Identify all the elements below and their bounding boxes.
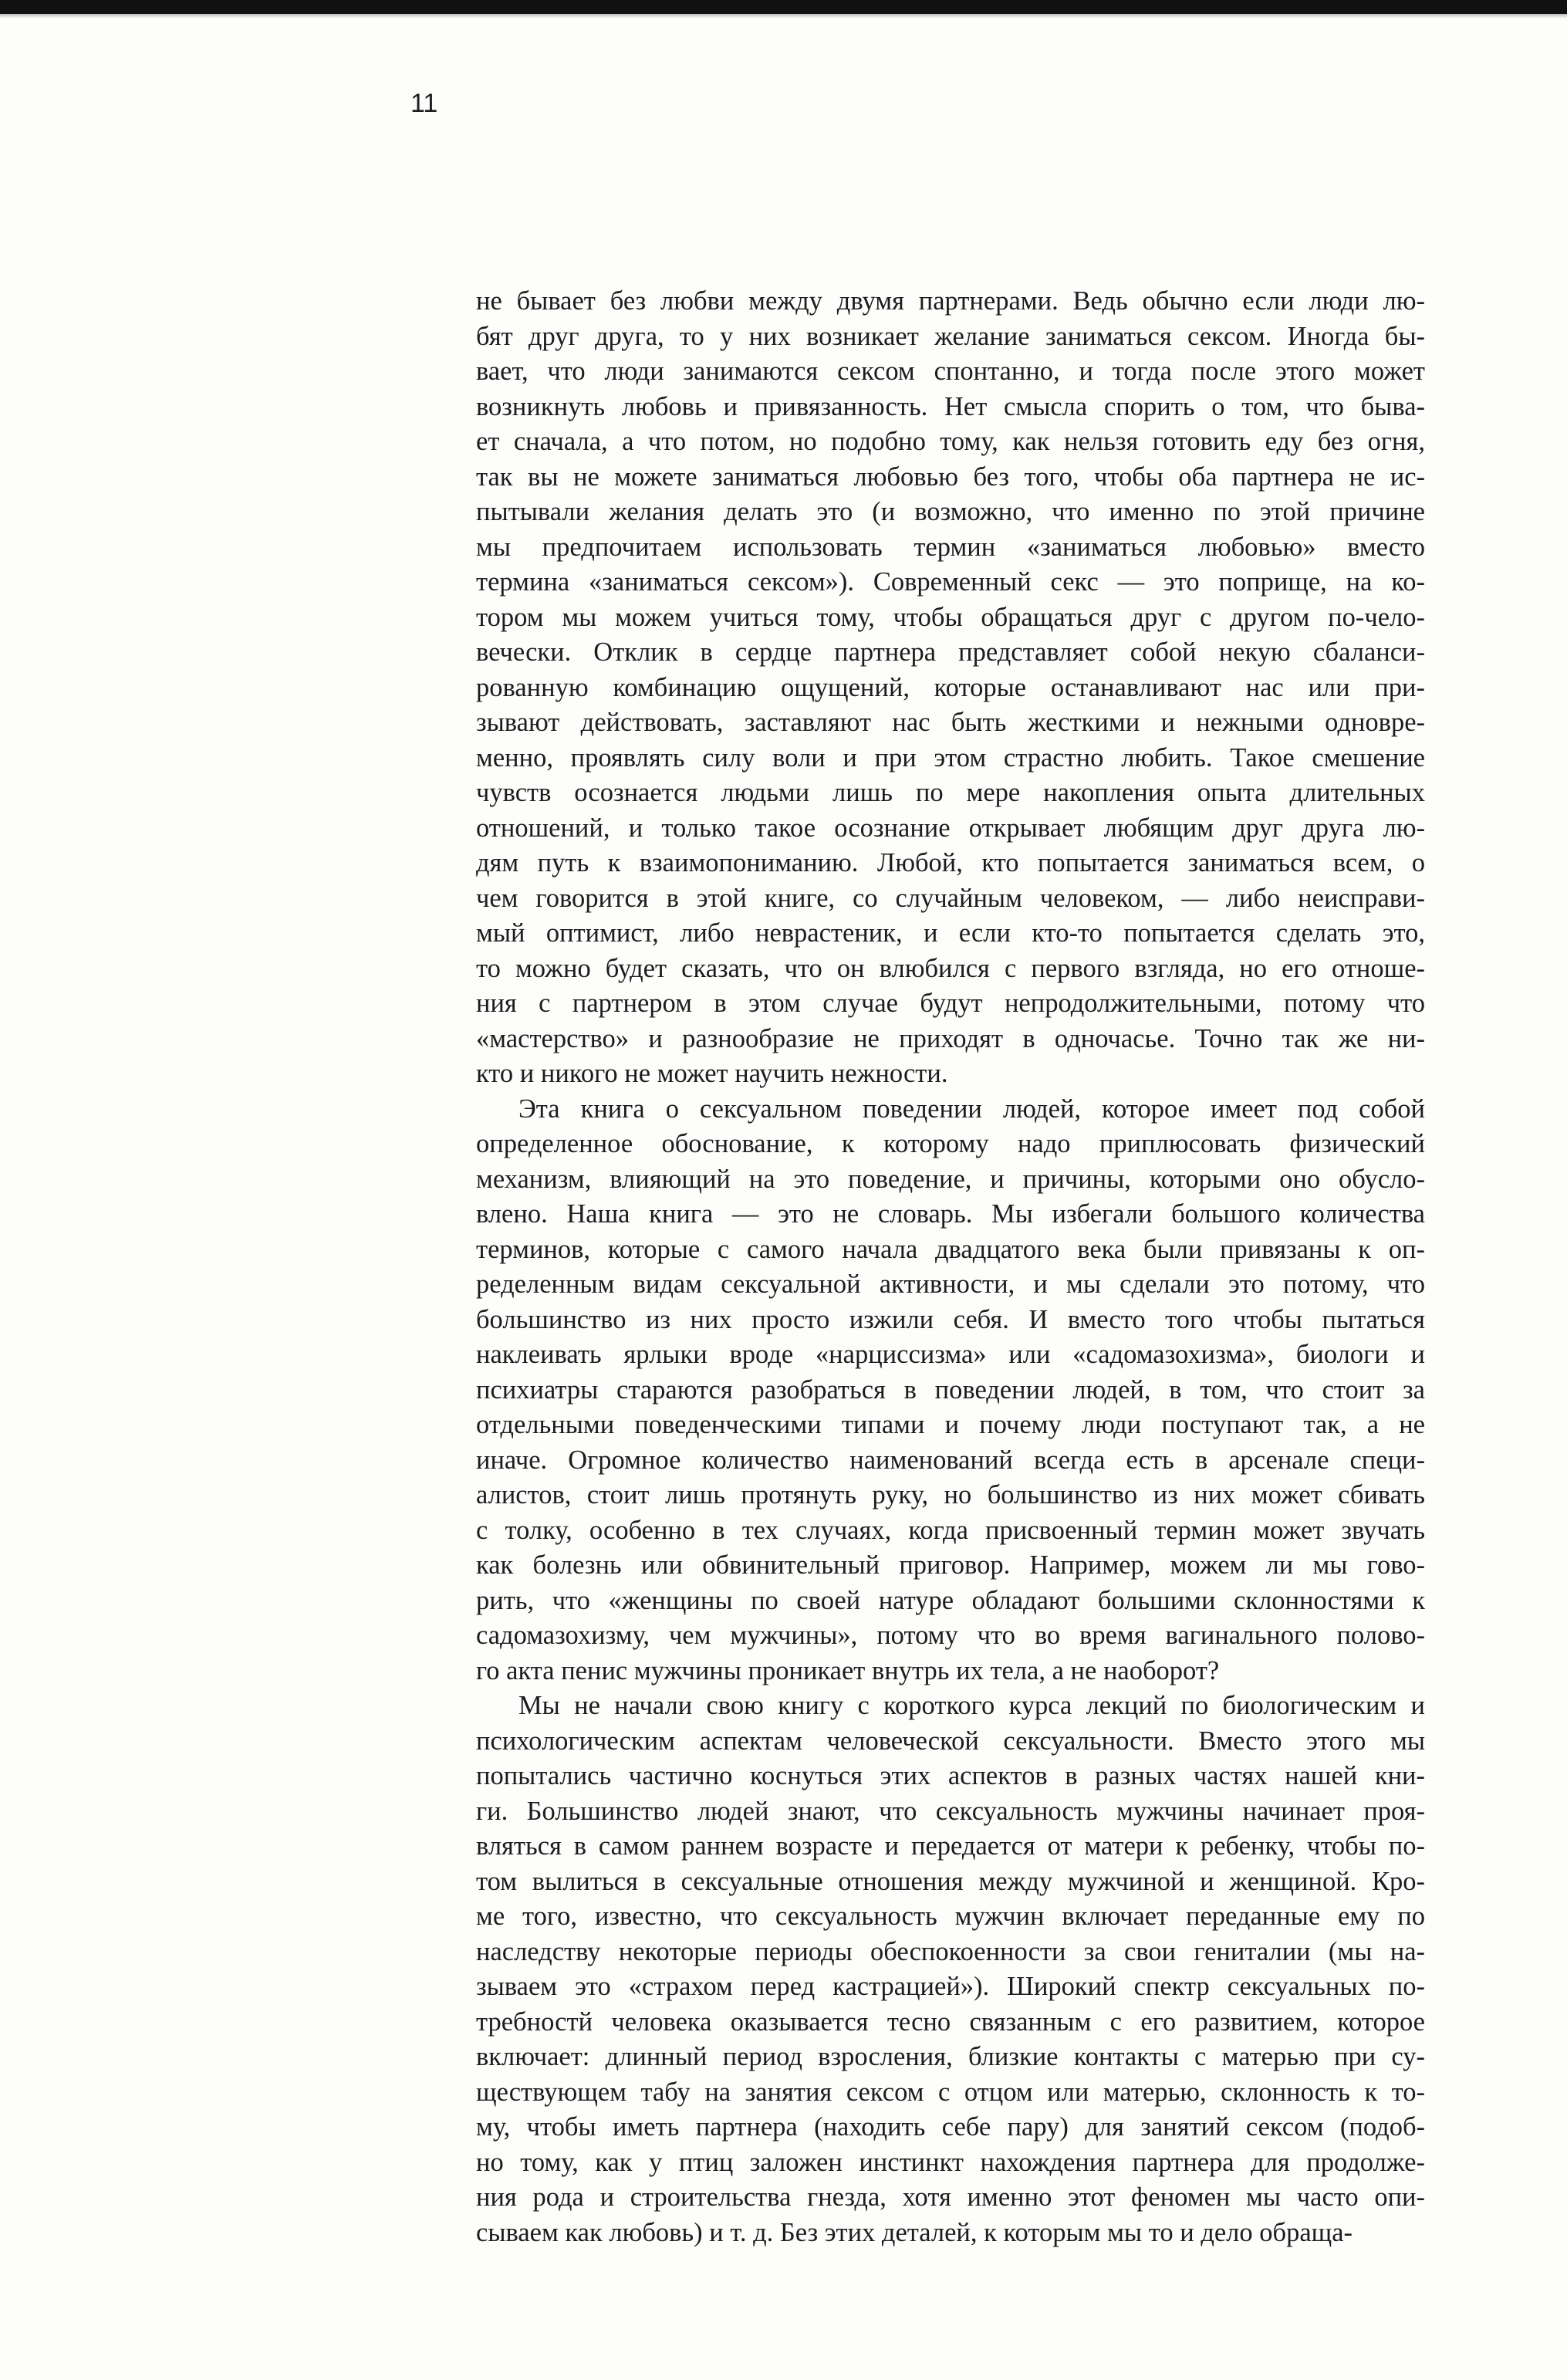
text-line: большинство из них просто изжили себя. И вместо того чтобы пытаться [476,1304,1425,1334]
text-line: Мы не начали свою книгу с короткого курса лекций по биологическим и [518,1691,1425,1720]
text-line: наследству некоторые периоды обеспокоенности за свои гениталии (мы на- [476,1936,1425,1966]
text-line: зывают действовать, заставляют нас быть жесткими и нежными одновре- [476,708,1425,737]
text-line: ния с партнером в этом случае будут непродолжительными, потому что [476,989,1425,1018]
paragraph [476,284,1425,1092]
text-line: попытались частично коснуться этих аспектов в разных частях нашей кни- [476,1761,1425,1790]
text-line: иначе. Огромное количество наименований всегда есть в арсенале специ- [476,1445,1425,1475]
text-line: механизм, влияющий на это поведение, и причины, которыми оно обусло- [476,1164,1425,1194]
text-line: требностй человека оказывается тесно связанным с его развитием, которое [476,2006,1425,2037]
text-line: кто и никого не может научить нежности. [476,1059,948,1088]
text-line: ществующем табу на занятия сексом с отцом или матерью, склонность к то- [476,2077,1425,2107]
text-line: алистов, стоит лишь протянуть руку, но большинство из них может сбивать [476,1480,1425,1509]
text-line: вает, что люди занимаются сексом спонтанно, и тогда после этого может [476,357,1425,386]
text-line: ределенным видам сексуальной активности, и мы сделали это потому, что [476,1269,1425,1299]
text-line: психологическим аспектам человеческой сексуальности. Вместо этого мы [476,1726,1425,1756]
paragraph [476,1689,1425,2250]
text-line: определенное обоснование, к которому надо приплюсовать физический [476,1129,1425,1158]
page-number: 11 [410,89,438,118]
text-line: го акта пенис мужчины проникает внутрь их тела, а не наоборот? [476,1655,1220,1685]
text-line: том вылиться в сексуальные отношения между мужчиной и женщиной. Кро- [476,1866,1425,1896]
text-line: как болезнь или обвинительный приговор. Например, можем ли мы гово- [476,1550,1425,1580]
text-line: то можно будет сказать, что он влюбился с первого взгляда, но его отноше- [476,953,1425,983]
text-line: менно, проявлять силу воли и при этом страстно любить. Такое смешение [476,742,1425,772]
text-line: отдельными поведенческими типами и почему люди поступают так, а не [476,1410,1425,1439]
text-line: бят друг друга, то у них возникает желание заниматься сексом. Иногда бы- [476,321,1425,351]
text-line: наклеивать ярлыки вроде «нарциссизма» или «садомазохизма», биологи и [476,1340,1425,1369]
text-line: ги. Большинство людей знают, что сексуальность мужчины начинает проя- [476,1796,1425,1826]
text-line: с толку, особенно в тех случаях, когда присвоенный термин может звучать [476,1515,1425,1545]
text-line: вляться в самом раннем возрасте и передается от матери к ребенку, чтобы по- [476,1831,1425,1861]
text-line: садомазохизму, чем мужчины», потому что во время вагинального полово- [476,1621,1425,1650]
text-line: пытывали желания делать это (и возможно, что именно по этой причине [476,497,1425,526]
text-line: ния рода и строительства гнезда, хотя именно этот феномен мы часто опи- [476,2182,1425,2212]
text-line: мы предпочитаем использовать термин «заниматься любовью» вместо [476,532,1425,562]
text-line: не бывает без любви между двумя партнерами. Ведь обычно если люди лю- [476,286,1425,316]
text-line: так вы не можете заниматься любовью без того, чтобы оба партнера не ис- [476,461,1425,492]
text-line: терминов, которые с самого начала двадцатого века были привязаны к оп- [476,1234,1425,1264]
body-text [476,284,1425,2250]
text-line: возникнуть любовь и привязанность. Нет смысла спорить о том, что быва- [476,391,1425,421]
scan-top-edge [0,0,1567,14]
text-line: зываем это «страхом перед кастрацией»). Широкий спектр сексуальных по- [476,1972,1425,2001]
text-line: но тому, как у птиц заложен инстинкт нахождения партнера для продолже- [476,2147,1425,2177]
scan-edge-shadow [0,14,1567,19]
text-line: рить, что «женщины по своей натуре обладают большими склонностями к [476,1585,1425,1615]
text-line: ме того, известно, что сексуальность мужчин включает переданные ему по [476,1902,1425,1931]
text-line: чем говорится в этой книге, со случайным человеком, — либо неисправи- [476,883,1425,913]
text-line: му, чтобы иметь партнера (находить себе пару) для занятий сексом (подоб- [476,2112,1425,2142]
text-line: чувств осознается людьми лишь по мере накопления опыта длительных [476,778,1425,807]
text-line: влено. Наша книга — это не словарь. Мы избегали большого количества [476,1199,1425,1229]
text-line: рованную комбинацию ощущений, которые останавливают нас или при- [476,672,1425,702]
text-line: термина «заниматься сексом»). Современный секс — это поприще, на ко- [476,567,1425,597]
text-line: вечески. Отклик в сердце партнера представляет собой некую сбаланси- [476,637,1425,667]
text-line: отношений, и только такое осознание открывает любящим друг друга лю- [476,813,1425,843]
text-line: включает: длинный период взросления, близкие контакты с матерью при су- [476,2042,1425,2071]
text-line: ет сначала, а что потом, но подобно тому, как нельзя готовить еду без огня, [476,427,1425,456]
text-line: «мастерство» и разнообразие не приходят в одночасье. Точно так же ни- [476,1023,1425,1053]
paragraph [476,1092,1425,1689]
text-line: Эта книга о сексуальном поведении людей, которое имеет под собой [518,1094,1425,1124]
text-line: тором мы можем учиться тому, чтобы обращаться друг с другом по-чело- [476,602,1425,632]
text-line: сываем как любовь) и т. д. Без этих деталей, к которым мы то и дело обраща- [476,2217,1353,2247]
text-line: психиатры стараются разобраться в поведении людей, в том, что стоит за [476,1374,1425,1405]
text-line: мый оптимист, либо неврастеник, и если кто-то попытается сделать это, [476,918,1425,948]
text-line: дям путь к взаимопониманию. Любой, кто попытается заниматься всем, о [476,848,1425,877]
